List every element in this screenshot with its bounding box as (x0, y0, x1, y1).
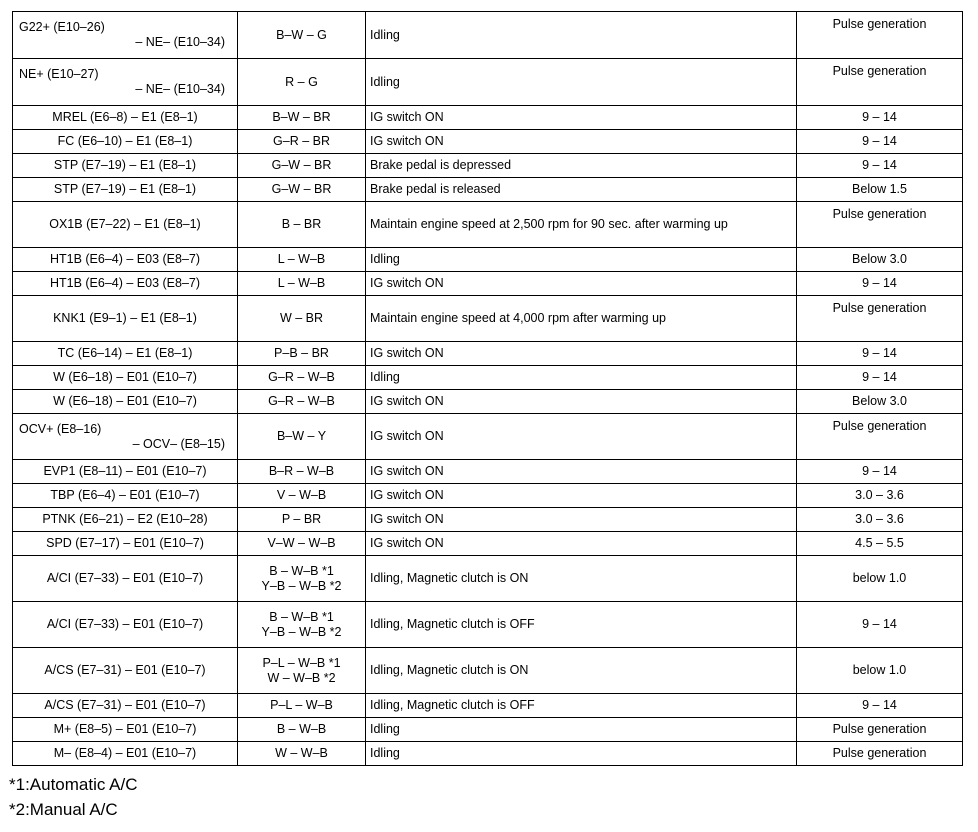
table-body (13, 12, 963, 766)
wiring-color: V – W–B (276, 488, 327, 502)
wiring-color: G–R – W–B (268, 394, 335, 408)
wiring-color: G–R – W–B (268, 370, 335, 384)
table-row (13, 718, 963, 742)
terminal-name: HT1B (E6–4) – E03 (E8–7) (49, 276, 201, 290)
table-row (13, 390, 963, 414)
wiring-color-cell (238, 460, 366, 484)
condition-cell: IG switch ON (366, 460, 797, 484)
specified-condition-cell: 9 – 14 (797, 342, 963, 366)
terminal-cell (13, 59, 238, 106)
wiring-color: W – BR (279, 311, 324, 325)
terminal-name: FC (E6–10) – E1 (E8–1) (57, 134, 193, 148)
specified-condition-cell: 9 – 14 (797, 130, 963, 154)
wiring-color-cell (238, 718, 366, 742)
wiring-color: P–L – W–B *1 (262, 655, 341, 670)
specified-condition-cell: Pulse generation (797, 59, 963, 106)
specified-condition-cell: Below 1.5 (797, 178, 963, 202)
table-row (13, 694, 963, 718)
terminal-name: TC (E6–14) – E1 (E8–1) (57, 346, 193, 360)
terminal-cell (13, 508, 238, 532)
terminal-name: EVP1 (E8–11) – E01 (E10–7) (43, 464, 207, 478)
wiring-color-cell (238, 508, 366, 532)
terminal-name: G22+ (E10–26) (19, 20, 105, 34)
wiring-color: B – W–B (276, 722, 327, 736)
terminal-cell (13, 130, 238, 154)
table-row (13, 59, 963, 106)
wiring-color: G–W – BR (271, 158, 332, 172)
terminal-name: STP (E7–19) – E1 (E8–1) (53, 182, 197, 196)
condition-cell: Idling (366, 366, 797, 390)
table-row (13, 12, 963, 59)
condition-cell: Idling (366, 12, 797, 59)
terminal-name: MREL (E6–8) – E1 (E8–1) (52, 110, 198, 124)
condition-cell: IG switch ON (366, 390, 797, 414)
condition-cell: IG switch ON (366, 508, 797, 532)
terminal-cell (13, 602, 238, 648)
terminal-cell (13, 178, 238, 202)
terminal-cell (13, 556, 238, 602)
wiring-color-cell (238, 648, 366, 694)
terminal-name: SPD (E7–17) – E01 (E10–7) (46, 536, 204, 550)
terminal-name: TBP (E6–4) – E01 (E10–7) (50, 488, 200, 502)
condition-cell: IG switch ON (366, 532, 797, 556)
footnote-manual-ac: *2:Manual A/C (9, 800, 118, 819)
wiring-color-cell (238, 556, 366, 602)
table-row (13, 414, 963, 460)
terminal-cell (13, 460, 238, 484)
table-row (13, 556, 963, 602)
condition-cell: Idling, Magnetic clutch is OFF (366, 602, 797, 648)
terminal-cell (13, 202, 238, 248)
wiring-color-cell (238, 130, 366, 154)
wiring-color-cell (238, 296, 366, 342)
wiring-color-cell (238, 390, 366, 414)
condition-cell: Idling (366, 718, 797, 742)
wiring-color: P–L – W–B (270, 698, 333, 712)
condition-cell: Idling, Magnetic clutch is OFF (366, 694, 797, 718)
wiring-color-cell (238, 484, 366, 508)
terminal-cell (13, 694, 238, 718)
table-row (13, 130, 963, 154)
wiring-color: L – W–B (277, 252, 326, 266)
condition-cell: Idling (366, 248, 797, 272)
condition-cell: IG switch ON (366, 130, 797, 154)
terminal-name: A/CI (E7–33) – E01 (E10–7) (46, 571, 204, 585)
wiring-color: R – G (285, 74, 318, 89)
specified-condition-cell: Pulse generation (797, 202, 963, 248)
terminal-name: W (E6–18) – E01 (E10–7) (53, 394, 197, 408)
wiring-color-cell (238, 742, 366, 766)
wiring-color: G–R – BR (273, 134, 330, 148)
terminal-name: KNK1 (E9–1) – E1 (E8–1) (53, 311, 197, 325)
specified-condition-cell: 3.0 – 3.6 (797, 484, 963, 508)
terminal-cell (13, 106, 238, 130)
specified-condition-cell: 3.0 – 3.6 (797, 508, 963, 532)
terminal-cell (13, 742, 238, 766)
table-row (13, 508, 963, 532)
specified-condition-cell: 9 – 14 (797, 106, 963, 130)
wiring-color-alt: W – W–B *2 (267, 670, 336, 685)
condition-cell: Brake pedal is depressed (366, 154, 797, 178)
table-row (13, 342, 963, 366)
table-row (13, 154, 963, 178)
wiring-color-cell (238, 366, 366, 390)
condition-cell: Maintain engine speed at 2,500 rpm for 90 sec. after warming up (366, 202, 797, 248)
condition-cell: Idling, Magnetic clutch is ON (366, 648, 797, 694)
wiring-color-cell (238, 414, 366, 460)
terminal-name: OX1B (E7–22) – E1 (E8–1) (49, 217, 201, 231)
wiring-color: B–W – BR (272, 110, 331, 124)
wiring-color-cell (238, 694, 366, 718)
wiring-color: B–W – G (276, 27, 327, 42)
wiring-color-cell (238, 178, 366, 202)
condition-cell: IG switch ON (366, 106, 797, 130)
condition-cell: Brake pedal is released (366, 178, 797, 202)
terminal-cell (13, 366, 238, 390)
terminal-name: M– (E8–4) – E01 (E10–7) (53, 746, 197, 760)
terminal-name: A/CI (E7–33) – E01 (E10–7) (46, 617, 204, 631)
wiring-color-cell (238, 272, 366, 296)
wiring-color-cell (238, 106, 366, 130)
wiring-color-cell (238, 532, 366, 556)
terminal-name: W (E6–18) – E01 (E10–7) (53, 370, 197, 384)
condition-cell: IG switch ON (366, 484, 797, 508)
specified-condition-cell: 9 – 14 (797, 694, 963, 718)
wiring-color-cell (238, 342, 366, 366)
wiring-color: W – W–B (275, 746, 328, 760)
wiring-color: B–R – W–B (268, 464, 335, 478)
wiring-color-cell (238, 154, 366, 178)
terminal-spec-sheet (12, 11, 963, 766)
condition-cell: IG switch ON (366, 342, 797, 366)
wiring-color: B – W–B *1 (269, 609, 334, 624)
table-row (13, 296, 963, 342)
table-row (13, 742, 963, 766)
table-row (13, 272, 963, 296)
specified-condition-cell: 4.5 – 5.5 (797, 532, 963, 556)
wiring-color-cell (238, 248, 366, 272)
specified-condition-cell: Pulse generation (797, 12, 963, 59)
table-row (13, 460, 963, 484)
terminal-cell (13, 248, 238, 272)
specified-condition-cell: below 1.0 (797, 556, 963, 602)
footnote-automatic-ac: *1:Automatic A/C (9, 775, 138, 794)
terminal-name: PTNK (E6–21) – E2 (E10–28) (42, 512, 208, 526)
terminal-name-negative: – OCV– (E8–15) (132, 436, 225, 451)
wiring-color: B – BR (281, 217, 322, 231)
specified-condition-cell: 9 – 14 (797, 460, 963, 484)
specified-condition-cell: 9 – 14 (797, 366, 963, 390)
condition-cell: Idling (366, 59, 797, 106)
terminal-cell (13, 272, 238, 296)
terminal-voltage-table (12, 11, 963, 766)
terminal-name: M+ (E8–5) – E01 (E10–7) (53, 722, 197, 736)
terminal-cell (13, 484, 238, 508)
specified-condition-cell: below 1.0 (797, 648, 963, 694)
terminal-name: STP (E7–19) – E1 (E8–1) (53, 158, 197, 172)
condition-cell: Idling, Magnetic clutch is ON (366, 556, 797, 602)
wiring-color: V–W – W–B (267, 536, 336, 550)
footnotes (9, 772, 138, 822)
table-row (13, 248, 963, 272)
terminal-name: OCV+ (E8–16) (19, 421, 102, 436)
terminal-name-negative: – NE– (E10–34) (135, 35, 225, 49)
wiring-color-cell (238, 12, 366, 59)
specified-condition-cell: Pulse generation (797, 718, 963, 742)
wiring-color-alt: Y–B – W–B *2 (261, 578, 342, 593)
condition-cell: Idling (366, 742, 797, 766)
table-row (13, 106, 963, 130)
terminal-name: NE+ (E10–27) (19, 67, 99, 81)
terminal-cell (13, 414, 238, 460)
wiring-color: L – W–B (277, 276, 326, 290)
specified-condition-cell: 9 – 14 (797, 154, 963, 178)
specified-condition-cell: Below 3.0 (797, 390, 963, 414)
terminal-name: A/CS (E7–31) – E01 (E10–7) (44, 698, 206, 712)
condition-cell: IG switch ON (366, 414, 797, 460)
table-row (13, 484, 963, 508)
terminal-name: HT1B (E6–4) – E03 (E8–7) (49, 252, 201, 266)
terminal-name: A/CS (E7–31) – E01 (E10–7) (44, 663, 206, 677)
wiring-color: P – BR (281, 512, 322, 526)
table-row (13, 366, 963, 390)
terminal-cell (13, 12, 238, 59)
terminal-cell (13, 648, 238, 694)
specified-condition-cell: Pulse generation (797, 742, 963, 766)
wiring-color: B–W – Y (276, 429, 327, 443)
wiring-color: B – W–B *1 (269, 563, 334, 578)
specified-condition-cell: Pulse generation (797, 414, 963, 460)
wiring-color-cell (238, 59, 366, 106)
wiring-color-cell (238, 202, 366, 248)
table-row (13, 648, 963, 694)
terminal-cell (13, 390, 238, 414)
terminal-cell (13, 342, 238, 366)
wiring-color: G–W – BR (271, 182, 332, 196)
table-row (13, 532, 963, 556)
terminal-cell (13, 154, 238, 178)
table-row (13, 602, 963, 648)
terminal-cell (13, 718, 238, 742)
condition-cell: IG switch ON (366, 272, 797, 296)
terminal-name-negative: – NE– (E10–34) (135, 82, 225, 96)
specified-condition-cell: 9 – 14 (797, 272, 963, 296)
specified-condition-cell: 9 – 14 (797, 602, 963, 648)
terminal-cell (13, 296, 238, 342)
wiring-color: P–B – BR (274, 346, 329, 360)
table-row (13, 202, 963, 248)
table-row (13, 178, 963, 202)
specified-condition-cell: Below 3.0 (797, 248, 963, 272)
specified-condition-cell: Pulse generation (797, 296, 963, 342)
condition-cell: Maintain engine speed at 4,000 rpm after warming up (366, 296, 797, 342)
terminal-cell (13, 532, 238, 556)
wiring-color-cell (238, 602, 366, 648)
wiring-color-alt: Y–B – W–B *2 (261, 624, 342, 639)
